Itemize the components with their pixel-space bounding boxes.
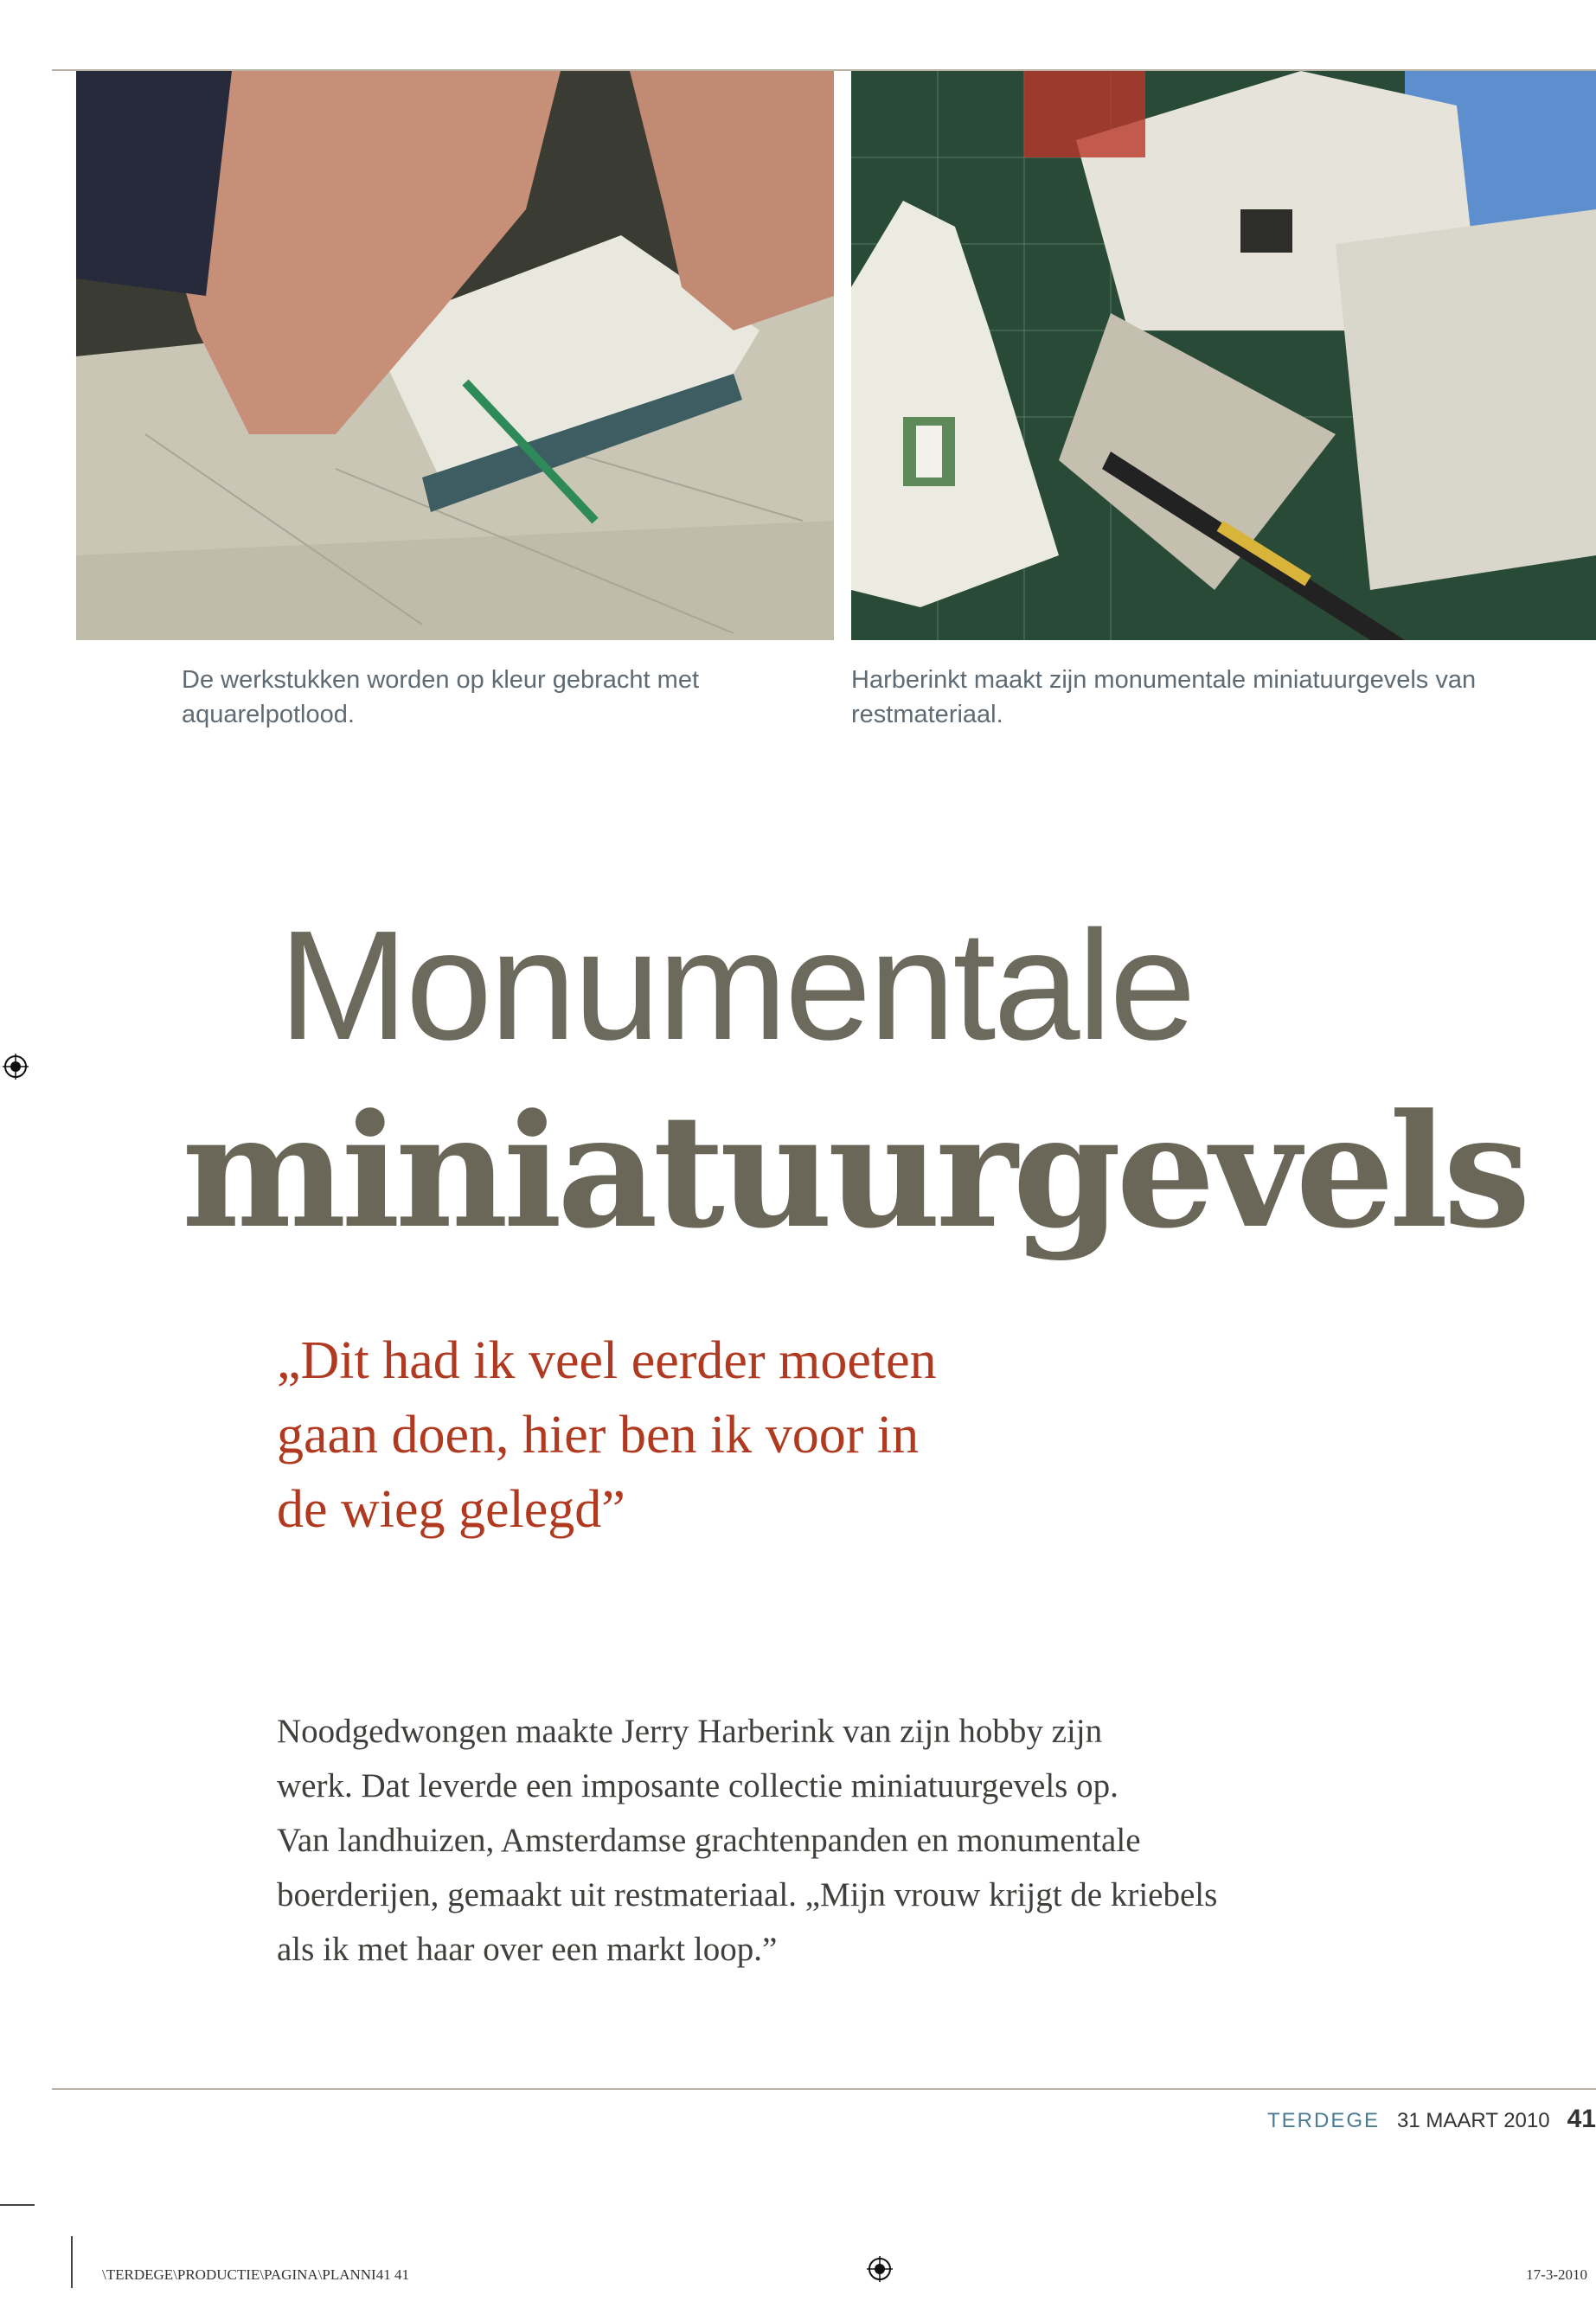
headline-line-1: Monumentale <box>279 899 1194 1073</box>
caption-left-line1: De werkstukken worden op kleur gebracht met <box>182 666 700 694</box>
pull-quote <box>277 1324 1142 1547</box>
registration-mark-icon <box>3 1054 29 1080</box>
footer-magazine: TERDEGE <box>1267 2109 1381 2132</box>
photo-hands-pencil <box>76 71 834 640</box>
registration-mark-icon <box>867 2256 893 2282</box>
pull-quote-line: de wieg gelegd” <box>277 1480 625 1539</box>
pull-quote-line: „Dit had ik veel eerder moeten <box>277 1331 937 1390</box>
slug-path: \TERDEGE\PRODUCTIE\PAGINA\PLANNI41 41 <box>102 2266 409 2283</box>
intro-line: Noodgedwongen maakte Jerry Harberink van zijn hobby zijn <box>277 1713 1103 1750</box>
photo-facades-cutter <box>851 71 1596 640</box>
pull-quote-line: gaan doen, hier ben ik voor in <box>277 1406 920 1465</box>
caption-right-line1: Harberinkt maakt zijn monumentale miniatuurgevels van <box>851 666 1477 694</box>
page-footer <box>1267 2105 1596 2134</box>
intro-paragraph <box>277 1704 1401 1977</box>
intro-line: boerderijen, gemaakt uit restmateriaal. „Mijn vrouw krijgt de kriebels <box>277 1876 1218 1913</box>
slug-left-tick <box>0 2204 35 2206</box>
caption-left-line2: aquarelpotlood. <box>182 701 355 728</box>
intro-line: werk. Dat leverde een imposante collectie miniatuurgevels op. <box>277 1767 1118 1804</box>
caption-left <box>182 663 804 732</box>
bottom-rule <box>52 2088 1596 2090</box>
slug-date: 17-3-2010 <box>1526 2266 1587 2283</box>
footer-date: 31 MAART 2010 <box>1397 2109 1550 2132</box>
intro-line: als ik met haar over een markt loop.” <box>277 1931 778 1968</box>
footer-page-number: 41 <box>1567 2105 1596 2133</box>
caption-right <box>851 663 1578 732</box>
caption-right-line2: restmateriaal. <box>851 701 1003 728</box>
intro-line: Van landhuizen, Amsterdamse grachtenpanden en monumentale <box>277 1822 1141 1859</box>
slug-left-bar <box>71 2236 73 2288</box>
headline-line-2: miniatuurgevels <box>182 1080 1526 1263</box>
